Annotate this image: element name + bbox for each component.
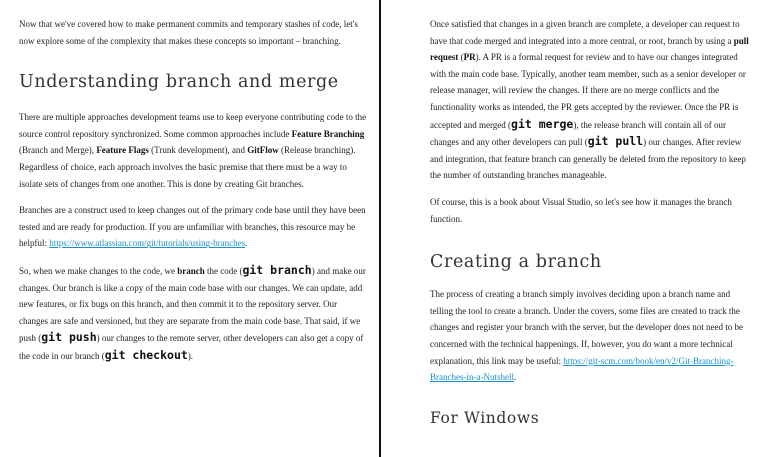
atlassian-link[interactable]: https://www.atlassian.com/git/tutorials/using-branches	[49, 238, 246, 249]
branch-term: branch	[177, 265, 205, 276]
text: (Branch and Merge),	[19, 145, 97, 156]
git-push-code: git push	[41, 330, 97, 345]
left-page	[0, 0, 379, 457]
text: ) our changes. After review and integration, that feature branch can generally be deleted from the repository to keep the number of outstanding branches manageable.	[430, 137, 746, 181]
pull-request-term: pull request	[430, 35, 749, 63]
approaches-paragraph	[19, 109, 367, 192]
git-scm-link[interactable]: https://git-scm.com/book/en/v2/Git-Branching-Branches-in-a-Nutshell	[430, 355, 734, 383]
intro-paragraph: Now that we've covered how to make permanent commits and temporary stashes of code, let's now explore some of the complexity that makes these concepts so important – branching.	[19, 19, 358, 46]
feature-branching-term: Feature Branching	[291, 128, 365, 139]
pull-request-paragraph	[430, 16, 754, 184]
section-heading-branch-merge: Understanding branch and merge	[19, 72, 339, 93]
pr-term: PR	[463, 52, 476, 63]
text: ) and make our changes. Our branch is like a copy of the main code base with our changes. We can update, add new features, or fix bugs on this branch, and then commit it to the repository server. Our changes are safe and versioned, but they are separate from the main code base. That said, if we push (	[19, 265, 366, 344]
section-heading-creating-branch: Creating a branch	[430, 252, 602, 273]
text: So, when we make changes to the code, we	[19, 265, 178, 276]
text: .	[245, 238, 248, 249]
branches-paragraph	[19, 202, 367, 252]
visual-studio-paragraph: Of course, this is a book about Visual Studio, so let's see how it manages the branch function.	[430, 196, 732, 224]
text: .	[513, 372, 517, 383]
text: ).	[187, 350, 194, 361]
text: (Release branching). Regardless of choice, each approach involves the basic premise that there must be a way to isolate sets of changes from one another. This is done by creating Git branches.	[19, 145, 356, 189]
git-branch-code: git branch	[242, 262, 312, 277]
subheading-for-windows: For Windows	[430, 408, 540, 427]
right-page	[382, 0, 768, 457]
creating-branch-paragraph	[430, 286, 754, 386]
git-pull-code: git pull	[587, 134, 644, 149]
text: ), the release branch will contain all of our changes and any other developers can pull (	[430, 119, 727, 148]
git-merge-code: git merge	[511, 116, 574, 131]
text: Branches are a construct used to keep changes out of the primary code base until they have been tested and are ready for production. If you are unfamiliar with branches, this resource may be helpful:	[19, 205, 366, 249]
text: the code (	[204, 265, 243, 276]
text: ) our changes to the remote server, other developers can also get a copy of the code in our branch (	[19, 333, 364, 361]
text: ). A PR is a formal request for review and to have our changes integrated with the main code base. Typically, another team member, such as a senior developer or release manager, will review the changes. If there are no merge conflicts and the functionality works as intended, the PR gets accepted by the reviewer. Once the PR is accepted and merged (	[430, 52, 746, 130]
gitflow-term: GitFlow	[247, 145, 279, 156]
workflow-paragraph	[19, 262, 367, 365]
text: Once satisfied that changes in a given branch are complete, a developer can request to have that code merged and integrated into a more central, or root, branch by using a	[430, 19, 740, 46]
page-divider	[379, 0, 381, 457]
git-checkout-code: git checkout	[104, 347, 188, 362]
text: There are multiple approaches development teams use to keep everyone contributing code to the source control repository synchronized. Some common approaches include	[19, 112, 367, 139]
text: (	[458, 52, 464, 63]
text: (Trunk development), and	[148, 145, 248, 156]
feature-flags-term: Feature Flags	[96, 145, 149, 156]
text: The process of creating a branch simply involves deciding upon a branch name and telling the tool to create a branch. Under the covers, some files are created to track the changes and register your branch with the server, but the developer does not need to be concerned with the technical happenings. If, however, you do want a more technical explanation, this link may be useful:	[430, 289, 744, 366]
